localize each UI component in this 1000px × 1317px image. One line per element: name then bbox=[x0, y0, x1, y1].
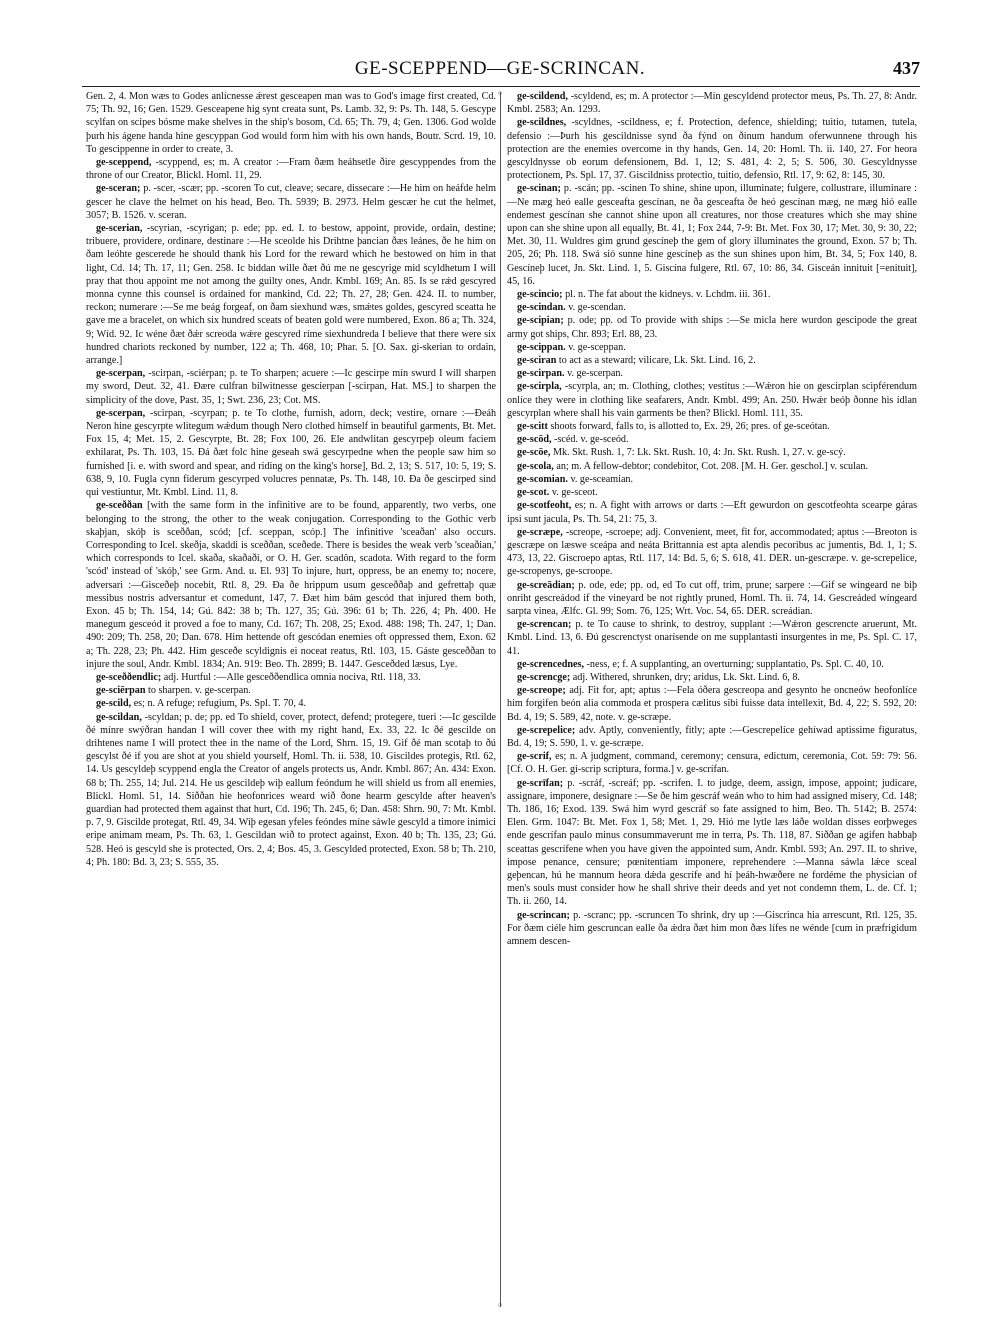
headword: ge-scomian. bbox=[517, 473, 568, 485]
dictionary-entry bbox=[507, 658, 917, 671]
entry-text: p. -scráf, -screáf; pp. -scrifen. I. to judge, deem, assign, impose, appoint; judicare, assignare, imponere, designare :—Se ðe him gescráf weán who to him had assigned misery, Cd. 148; Th. 186, 16; Exod. 139. Swá him wyrd gescráf so fate assigned to him, Beo. Th. 5142; B. 2574: Elen. Grm. 1047: Bt. Met. Fox 1, 58; Met. 1, 29. Hió me lytle læs láðe woldan disses eorþweges ende gescrífan paulo minus consummaverunt me in terra, Ps. Th. 118, 87. Siððan ge agifen habbaþ sceattas gescrífene when you have given the appointed sum, Andr. Kmbl. 593; An. 297. II. to shrive, impose penance, censure; pœnitentiam imponere, reprehendere :—Manna sáwla lǽce sceal geþencan, hú he mannum heora dǽda gescrífe and hí þeáh-hwæðere ne fordéme the physician of men's souls must consider how he shall shrive their deeds and yet not condemn them, L. de. Cf. 1; Th. ii. 260, 14. bbox=[507, 777, 917, 908]
headword: ge-scerpan, bbox=[96, 407, 146, 419]
entry-text: -scirpan, -sciérpan; p. te To sharpen; acuere :—Ic gescirpe mín swurd I will sharpen my sword, Deut. 32, 41. Ðære culfran bilwitnesse gescierpan [-scirpan, Hat. MS.] to sharpen the simplicity of the dove, Past. 35, 1; Swt. 236, 23; Cot. MS. bbox=[86, 368, 496, 406]
dictionary-entry bbox=[507, 354, 917, 367]
dictionary-entry bbox=[507, 618, 917, 658]
dictionary-entry bbox=[507, 579, 917, 619]
entry-text: -screope, -scroepe; adj. Convenient, meet, fit for, accommodated; aptus :—Breoton is gescræpe on læswe sceápa and neáta Brittannia est apta alendis pecoribus ac jumentis, Bd. 1, 1; S. 473, 13, 22. Giscroepo aptas, Rtl. 117, 14: Bd. 5, 6; S. 618, 41. DER. un-gescræpe. v. ge-screpelice, ge-scropenys, ge-scroope. bbox=[507, 526, 917, 578]
dictionary-entry bbox=[86, 407, 496, 499]
headword: ge-scinan; bbox=[517, 183, 561, 195]
headword: ge-scippan. bbox=[517, 341, 566, 353]
entry-text: v. ge-sceamian. bbox=[570, 473, 634, 485]
entry-text: -scyldend, es; m. A protector :—Mín gescyldend protector meus, Ps. Th. 27, 8: Andr. Kmbl. 2583; An. 1293. bbox=[507, 91, 917, 116]
entry-text: pl. n. The fat about the kidneys. v. Lchdm. iii. 361. bbox=[565, 289, 771, 301]
dictionary-entry bbox=[86, 697, 496, 710]
headword: ge-sceððan bbox=[96, 500, 143, 512]
headword: ge-scildan, bbox=[96, 711, 142, 723]
entry-text: p. ode, ede; pp. od, ed To cut off, trim, prune; sarpere :—Gif se wíngeard ne biþ onriht gescreádod if the vineyard be not rightly pruned, Homl. Th. ii. 74, 14. Gescreáded wíngeard sarpta vinea, Ælfc. Gl. 99; Som. 76, 125; Wrt. Voc. 54, 65. DER. screádian. bbox=[507, 579, 917, 617]
headword: ge-scōd, bbox=[517, 434, 552, 446]
dictionary-entry bbox=[86, 182, 496, 222]
headword: ge-screope; bbox=[517, 685, 566, 697]
entry-text: es; n. A fight with arrows or darts :—Eft gewurdon on gescotfeohta scearpe gáras ipsi sunt jacula, Ps. Th. 54, 21: 75, 3. bbox=[507, 500, 917, 525]
dictionary-entry bbox=[507, 777, 917, 909]
entry-text: p. -scer, -scær; pp. -scoren To cut, cleave; secare, dissecare :—He him on heáfde helm gescer he clave the helmet on his head, Beo. Th. 5939; B. 2973. Helm gescær he cut the helmet, 3057; B. 1526. v. sceran. bbox=[86, 183, 496, 221]
page-number: 437 bbox=[893, 58, 920, 78]
entry-text: p. te To cause to shrink, to destroy, supplant :—Wǽron gescrencte aruerunt, Mt. Kmbl. Lind. 13, 6. Ðú gescrenctyst onarísende on me supplantasti insurgentes in me, Ps. Spl. C. 17, 41. bbox=[507, 619, 917, 657]
dictionary-entry bbox=[507, 750, 917, 776]
column-divider bbox=[500, 92, 501, 1307]
dictionary-entry bbox=[507, 724, 917, 750]
dictionary-entry bbox=[507, 909, 917, 949]
headword: ge-screncge; bbox=[517, 671, 571, 683]
entry-text: Mk. Skt. Rush. 1, 7: Lk. Skt. Rush. 10, 4: Jn. Skt. Rush. 1, 27. v. ge-scý. bbox=[552, 447, 846, 459]
dictionary-entry bbox=[507, 486, 917, 499]
entry-text: Gen. 2, 4. Mon wæs to Godes anlícnesse ǽrest gesceapen man was to God's image first created, Cd. 75; Th. 92, 16; Gen. 1529. Gesceapene hig synt creata sunt, Ps. Lamb. 32, 9: Ps. Th. 148, 5. Gescype scylfan on scipes bósme make shelves in the ship's bosom, Cd. 65; Th. 79, 4; Gen. 1306. God wolde þurh his ágene handa hine gescyppan God would form him with his own hands, Boutr. Scrd. 19, 10. To gescippenne in order to create, 3. bbox=[86, 91, 496, 155]
headword: ge-scot. bbox=[517, 487, 550, 499]
dictionary-entry bbox=[507, 367, 917, 380]
headword: ge-scincio; bbox=[517, 289, 563, 301]
dictionary-entry bbox=[507, 301, 917, 314]
dictionary-entry bbox=[86, 671, 496, 684]
dictionary-entry bbox=[507, 473, 917, 486]
headword: ge-scindan. bbox=[517, 302, 566, 314]
entry-text: adv. Aptly, conveniently, fitly; apte :—Gescrepelíce gehíwad aptissime figuratus, Bd. 4, 19; S. 590, 1. v. ge-scræpe. bbox=[507, 724, 917, 749]
dictionary-entry bbox=[507, 684, 917, 724]
headword: ge-scerpan, bbox=[96, 368, 146, 380]
headword: ge-scotfeoht, bbox=[517, 500, 572, 512]
entry-text: -scéd. v. ge-sceód. bbox=[554, 434, 629, 446]
entry-text: [with the same form in the infinitive are to be found, apparently, two verbs, one belonging to the strong, the other to the weak conjugation. Corresponding to the Gothic verb skaþjan, skóþ is sceððan, scód; [cf. sceppan, scóp.] The infinitive 'sceaðan' also occurs. Corresponding to Icel. skeðja, skaddi is sceððan, sceðede. There is besides the weak verb 'sceaðian,' which corresponds to Icel. skaða, skaðaði, or O. H. Ger. scadôn, scadota. With regard to the form 'scód' instead of 'skóþ,' see Grm. And. u. El. 93] To injure, hurt, oppress, be an enemy to; nocere, adversari :—Gisceðeþ nocebit, Rtl. 8, 29. Ða ðe hrippum usum gesceððaþ and gefrettaþ quæ messibus nostris adversantur et comedunt, 147, 7. Ðæt him bám gescód that injured them both, Exon. 45 b; Th. 154, 14; Gú. 842: 38 b; Th. 127, 35; Gú. 396: 61 b; Th. 226, 4; Ph. 400. He manegum gesceód it proved a foe to many, Cd. 167; Th. 208, 25; Exod. 488: 198; Th. 247, 1; Dan. 490: 209; Th. 258, 20; Dan. 678. Him hettende oft gescódan enemies oft oppressed them, Exon. 62 a; Th. 228, 23; Ph. 442. Him gesceðe scyldignis ei noceat reatus, Rtl. 103, 15. Gáste gesceððan to injure the soul, Andr. Kmbl. 1834; An. 919: Beo. Th. 2899; B. 1447. Gesceðded læsus, Lye. bbox=[86, 500, 496, 670]
headword: ge-screpelice; bbox=[517, 724, 576, 736]
dictionary-entry bbox=[86, 222, 496, 367]
dictionary-entry bbox=[507, 420, 917, 433]
dictionary-entry bbox=[86, 499, 496, 671]
dictionary-entry bbox=[86, 684, 496, 697]
entry-text: v. ge-scerpan. bbox=[567, 368, 623, 380]
headword: ge-scirpla, bbox=[517, 381, 562, 393]
dictionary-entry bbox=[507, 182, 917, 288]
headword: ge-screncan; bbox=[517, 619, 572, 631]
entry-text: -scyldan; p. de; pp. ed To shield, cover, protect, defend; protegere, tueri :—Ic gescilde ðé mínre swýðran handan I will cover thee with my right hand, Ex. 33, 22. Ic ðé gescilde on drihtenes name I will protect thee in the name of the Lord, Shrn. 15, 19. Gif ðé man scotaþ to ðú gescylst ðé if you are shot at you shield yourself, Homl. Th. ii. 538, 10. Giscildes protegis, Rtl. 62, 14. Us gescyldeþ scyppend engla the Creator of angels protects us, Andr. Kmbl. 867; An. 434: Exon. 68 b; Th. 255, 14; Jul. 214. He us gescildeþ wiþ eallum feóndum he will shield us from all enemies, Blickl. Homl. 51, 14. Siððan hie heofonrices weard wið ðone hearm gescylde after heaven's guardian had protected them against that hurt, Cd. 196; Th. 245, 6; Dan. 458: Shrn. 90, 7: Mt. Kmbl. p. 7, 9. Giscilde protegat, Rtl. 49, 34. Wiþ egesan yfeles feóndes míne sáwle gescyld a timore inimici eripe animam meam, Ps. Th. 63, 1. Gescildan wið to protect against, Exon. 40 b; Th. 135, 23; Gú. 528. Heó is gescyld she is protected, Ors. 2, 4; Bos. 45, 3. Gescylded protected, Exon. 58 b; Th. 210, 4; Ph. 180: Bd. 3, 23; S. 555, 35. bbox=[86, 711, 496, 868]
entry-text: es; n. A judgment, command, ceremony; censura, edictum, ceremonia, Cot. 59: 79: 56. [Cf. O. H. Ger. gi-scrip scriptura, forma.] v. ge-scrífan. bbox=[507, 751, 917, 776]
entry-text: an; m. A fellow-debtor; condebitor, Cot. 208. [M. H. Ger. geschol.] v. sculan. bbox=[556, 460, 869, 472]
dictionary-entry bbox=[86, 90, 496, 156]
dictionary-entry bbox=[86, 367, 496, 407]
entry-text: p. -scranc; pp. -scruncen To shrink, dry up :—Giscrinca hia arrescunt, Rtl. 125, 35. For ðæm ciéle him gescruncan ealle ða ǽdra ðæt him mon ðæs lífes ne wénde [cum in præfrigidum amnem descen- bbox=[507, 909, 917, 947]
entry-text: p. ode; pp. od To provide with ships :—Se micla here wurdon gescipode the great army got ships, Chr. 893; Erl. 88, 23. bbox=[507, 315, 917, 340]
headword: ge-scitt bbox=[517, 421, 548, 433]
dictionary-entry bbox=[507, 116, 917, 182]
entry-text: v. ge-sceot. bbox=[551, 487, 598, 499]
entry-text: -scyldnes, -scildness, e; f. Protection, defence, shielding; tuitio, tutamen, tutela, defensio :—Þurh his gescildnisse synd ða fýnd on ðinum handum oferwunnene through his protection are the enemies overcome in thy hands, Gen. 14, 20: Homl. Th. ii. 140, 27. For heora gescyldnysse ob eorum defensionem, Bd. 1, 12; S. 481, 4: 2, 5; S. 506, 30. Gescyldnysse protectionem, Ps. Spl. 17, 37. Giscildniss protectio, tuitio, defensio, Rtl. 17, 9: 62, 8: 145, 30. bbox=[507, 117, 917, 182]
dictionary-entry bbox=[507, 90, 917, 116]
dictionary-entry bbox=[507, 526, 917, 579]
dictionary-entry bbox=[86, 711, 496, 869]
headword: ge-screādian; bbox=[517, 579, 575, 591]
dictionary-entry bbox=[507, 380, 917, 420]
headword: ge-scōe, bbox=[517, 447, 551, 459]
entry-text: -scirpan, -scyrpan; p. te To clothe, furnish, adorn, deck; vestire, ornare :—Ðeáh Neron hine gescyrpte wlitegum wǽdum though Nero clothed himself in beautiful garments, Bt. Met. Fox 15, 4; Met. 15, 2. Gescyrpte, Bt. 28; Fox 100, 26. Ele andwlitan gescyrpeþ oleum faciem exhilarat, Ps. Th. 103, 15. Ðá ðæt folc hine geseah swá gescyrpedne when the people saw him so furnished [i. e. with sword and spear, and riding on the king's horse], Bd. 2, 13; S. 517, 10: 5, 19; S. 638, 9, 10. Fugla cynn fiderum gescyrped volucres pennatæ, Ps. Th. 148, 10. Ða ðe gescirped sind qui vestiuntur, Mt. Kmbl. Lind. 11, 8. bbox=[86, 407, 496, 499]
headword: ge-scerian, bbox=[96, 223, 143, 235]
dictionary-entry bbox=[507, 671, 917, 684]
left-column bbox=[86, 90, 496, 1305]
headword: ge-scipian; bbox=[517, 315, 564, 327]
dictionary-entry bbox=[507, 288, 917, 301]
dictionary-entry bbox=[507, 314, 917, 340]
headword: ge-scildend, bbox=[517, 91, 568, 102]
entry-text: shoots forward, falls to, is allotted to, Ex. 29, 26; pres. of ge-sceótan. bbox=[550, 421, 830, 433]
entry-text: adj. Fit for, apt; aptus :—Fela óðera gescreopa and gesynto he oncneów heofonlíce him forgifen beón alia commoda et prospera cælitus sibi fuisse data intellexit, Bd. 4, 22; S. 592, 20: Bd. 4, 19; S. 589, 42, note. v. ge-scræpe. bbox=[507, 685, 917, 723]
headword: ge-sceððendlic; bbox=[96, 671, 162, 683]
entry-text: v. ge-sceppan. bbox=[568, 341, 626, 353]
dictionary-entry bbox=[507, 446, 917, 459]
page-header bbox=[80, 58, 920, 84]
dictionary-entry bbox=[507, 433, 917, 446]
entry-text: es; n. A refuge; refugium, Ps. Spl. T. 70, 4. bbox=[133, 698, 306, 710]
headword: ge-scrif, bbox=[517, 751, 552, 763]
headword: ge-scrīfan; bbox=[517, 777, 564, 789]
headword: ge-scild, bbox=[96, 698, 132, 710]
entry-text: to act as a steward; vilicare, Lk. Skt. Lind. 16, 2. bbox=[558, 355, 756, 367]
entry-text: -scyrian, -scyrigan; p. ede; pp. ed. I. to bestow, appoint, provide, ordain, destine; tribuere, providere, ordinare, destinare :—He sceolde his Drihtne þancian ðæs leánes, ðe he him on ðam leóhte gescerede he should thank his Lord for the reward which he bestowed on him in that light, Cd. 14; Th. 17, 11; Gen. 258. Ic biddan wille ðæt ðú me ne gescyrige mid scyldhetum I will pray that thou appoint me not among the guilty ones, Andr. Kmbl. 169; An. 85. Is se rǽd gescyred monna cynne this counsel is ordained for mankind, Cd. 22; Th. 27, 28; Gen. 424. II. to number, reckon; numerare :—Se me beág forgeaf, on ðam siexhund wæs, smǽtes goldes, gescyred sceatta he gave me a bracelet, on which six hundred sceats of beaten gold were numbered, Exon. 86 a; Th. 324, 9; Wíd. 92. Ic wéne ðæt ðǽr screoda wǽre gescyred ríme siexhundreda I believe that there were six hundred chariots reckoned by number, 122 a; Th. 468, 10; Phar. 5. [O. Sax. gi-skerian to ordain, arrange.] bbox=[86, 223, 496, 367]
headword: ge-sceran; bbox=[96, 183, 141, 195]
headword: ge-scrincan; bbox=[517, 909, 570, 921]
entry-text: -scyrpla, an; m. Clothing, clothes; vestitus :—Wǽron hie on gescirplan scipférendum onlíce they were in clothing like seafarers, Andr. Kmbl. 499; An. 250. Hwǽr beóþ ðonne his ídlan gescyrplan where shall his vain garments be then? Blickl. Homl. 111, 35. bbox=[507, 381, 917, 419]
entry-text: adj. Hurtful :—Alle gesceððendlica omnia nociva, Rtl. 118, 33. bbox=[163, 671, 421, 683]
headword: ge-sciērpan bbox=[96, 685, 146, 697]
entry-text: to sharpen. v. ge-scerpan. bbox=[148, 685, 251, 697]
headword: ge-sceppend, bbox=[96, 157, 152, 169]
dictionary-entry bbox=[86, 156, 496, 182]
entry-text: p. -scán; pp. -scinen To shine, shine upon, illuminate; fulgere, collustrare, illuminare :—Ne mæg heó ealle gesceafta gescínan, ne ða gesceafta ðe heó gescínan mæg, ne mæg hió ealle endemest gescínan she cannot shine upon all creatures, nor those creatures which she may shine upon can she shine upon all equally, Bt. 41, 1; Fox 244, 7-9: Bt. Met. Fox 30, 17; Met. 30, 9: 30, 22; Met. 30, 11. Wuldres gim grund gescíneþ the gem of glory illuminates the ground, Exon. 57 b; Th. 205, 26; Ph. 118. Swá sió sunne hine gescíneþ as the sun shines upon him, Bt. 34, 5; Fox 140, 8. Gescíneþ lucet, Jn. Skt. Lind. 1, 5. Giscína fulgere, Rtl. 67, 10: 86, 34. Gisceán innituit [=enituit], 45, 16. bbox=[507, 183, 917, 287]
headword: ge-scirpan. bbox=[517, 368, 565, 380]
dictionary-entry bbox=[507, 460, 917, 473]
divider-ornament-bottom: ◦ bbox=[496, 1299, 504, 1312]
entry-text: -scyppend, es; m. A creator :—Fram ðæm heáhsetle ðire gescyppendes from the throne of our Creator, Blickl. Homl. 11, 29. bbox=[86, 157, 496, 182]
headword: ge-sciran bbox=[517, 355, 557, 367]
divider-ornament-top: ◦ bbox=[496, 87, 504, 100]
entry-text: v. ge-scendan. bbox=[568, 302, 626, 314]
running-title: GE-SCEPPEND—GE-SCRINCAN. bbox=[354, 58, 646, 79]
headword: ge-scola, bbox=[517, 460, 554, 472]
entry-text: -ness, e; f. A supplanting, an overturning; supplantatio, Ps. Spl. C. 40, 10. bbox=[586, 658, 884, 670]
entry-text: adj. Withered, shrunken, dry; aridus, Lk. Skt. Lind. 6, 8. bbox=[572, 671, 800, 683]
right-column bbox=[507, 90, 917, 1305]
headword: ge-screncednes, bbox=[517, 658, 585, 670]
headword: ge-scildnes, bbox=[517, 117, 567, 129]
dictionary-entry bbox=[507, 341, 917, 354]
dictionary-entry bbox=[507, 499, 917, 525]
headword: ge-scræpe, bbox=[517, 526, 563, 538]
